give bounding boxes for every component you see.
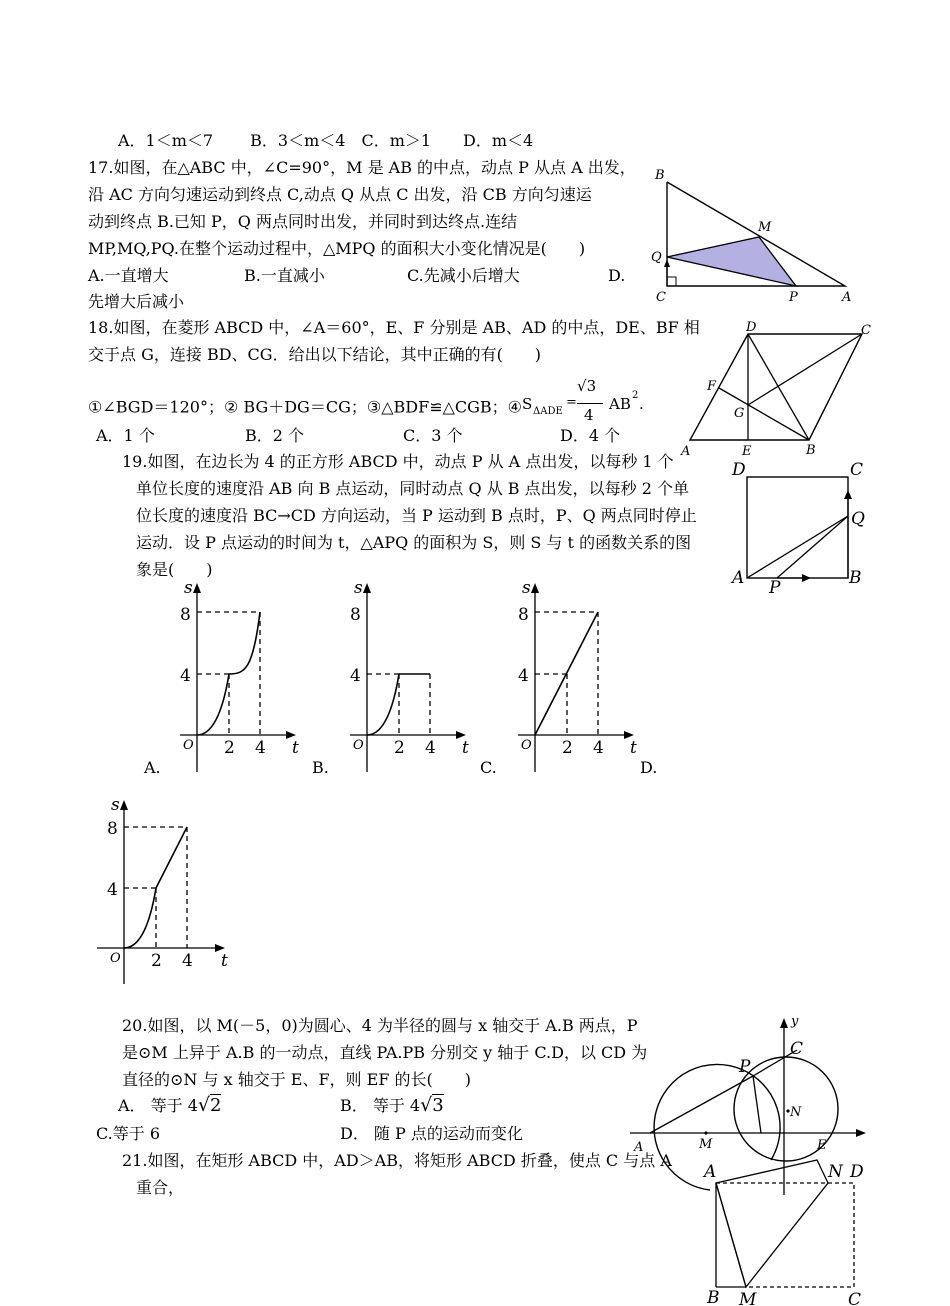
q17-line-3: 动到终点 B.已知 P，Q 两点同时出发，并同时到达终点.连结	[88, 212, 518, 231]
q21-rectangle-figure	[700, 1155, 880, 1306]
q20-option-d: D． 随 P 点的运动而变化	[340, 1124, 523, 1143]
q17-line-4: MP,MQ,PQ.在整个运动过程中，△MPQ 的面积大小变化情况是( )	[88, 239, 586, 258]
tick-4: 4	[107, 880, 118, 900]
q20-line-1: 20.如图，以 M(－5，0)为圆心、4 为半径的圆与 x 轴交于 A.B 两点，P	[122, 1016, 638, 1035]
label-a: A	[634, 1140, 644, 1155]
tick-8: 8	[518, 605, 529, 625]
origin: O	[110, 951, 121, 966]
tick-x4: 4	[182, 951, 193, 971]
q18-line-1: 18.如图，在菱形 ABCD 中，∠A＝60°，E、F 分别是 AB、AD 的中点，DE、BF 相	[88, 318, 700, 337]
q17-option-d: D.	[608, 266, 626, 285]
q19-line-5: 象是( )	[136, 560, 213, 579]
axis-s: s	[111, 795, 120, 815]
q19-line-3: 位长度的速度沿 BC→CD 方向运动，当 P 运动到 B 点时，P、Q 两点同时停止	[136, 506, 697, 525]
label-d: D	[746, 320, 757, 335]
tick-4: 4	[350, 666, 361, 686]
tick-8: 8	[350, 605, 361, 625]
q21-line-2: 重合，	[136, 1178, 185, 1197]
tick-4: 4	[518, 666, 529, 686]
label-c: C	[861, 323, 871, 338]
q20-option-c: C.等于 6	[96, 1124, 161, 1143]
label-m: M	[699, 1137, 713, 1152]
tick-x4: 4	[425, 738, 436, 758]
label-d: D	[732, 460, 746, 480]
label-b: B	[707, 1288, 720, 1306]
axis-t: t	[462, 738, 469, 758]
axis-s: s	[184, 578, 193, 598]
folded-flap	[716, 1160, 828, 1287]
axis-t: t	[292, 738, 299, 758]
label-q: Q	[851, 509, 865, 529]
right-angle-mark	[667, 277, 676, 286]
q20-option-a: A． 等于 4√2	[118, 1094, 222, 1116]
q18-option-a: A．1 个	[96, 426, 155, 445]
label-c: C	[848, 1290, 862, 1306]
label-n: N	[828, 1162, 843, 1182]
axis-s: s	[522, 578, 531, 598]
label-f: F	[707, 379, 717, 394]
origin: O	[183, 738, 194, 753]
q17-option-c: C.先减小后增大	[407, 266, 520, 285]
q19-line-1: 19.如图，在边长为 4 的正方形 ABCD 中，动点 P 从 A 点出发，以每秒 1 个	[122, 452, 674, 471]
tick-x2: 2	[151, 951, 162, 971]
q20-option-b: B． 等于 4√3	[340, 1094, 444, 1116]
label-a: A	[732, 568, 745, 588]
q19-square-figure	[725, 458, 875, 598]
q18-line-2: 交于点 G，连接 BD、CG．给出以下结论，其中正确的有( )	[88, 345, 542, 364]
label-n: N	[790, 1105, 802, 1120]
choice-d: D.	[640, 758, 658, 777]
area-formula: S ΔADE = √3 4 AB 2 .	[522, 377, 644, 424]
label-y: y	[791, 1014, 799, 1029]
q17-line-1: 17.如图，在△ABC 中，∠C=90°，M 是 AB 的中点，动点 P 从点 A 出发，	[88, 158, 636, 177]
q21-line-1: 21.如图，在矩形 ABCD 中，AD＞AB，将矩形 ABCD 折叠，使点 C 与点 A	[122, 1151, 672, 1170]
label-c: C	[656, 290, 666, 305]
graph-d	[97, 794, 237, 994]
q18-rhombus-figure	[670, 318, 890, 463]
graph-a	[170, 577, 310, 777]
q18-option-b: B．2 个	[245, 426, 305, 445]
tick-x4: 4	[255, 738, 266, 758]
label-b: B	[655, 168, 665, 183]
q20-line-3: 直径的⊙N 与 x 轴交于 E、F，则 EF 的长( )	[122, 1070, 471, 1089]
label-p: P	[739, 1057, 751, 1077]
q19-line-2: 单位长度的速度沿 AB 向 B 点运动，同时动点 Q 从 B 点出发，以每秒 2 个单	[136, 479, 689, 498]
q17-option-b: B.一直减小	[244, 266, 325, 285]
axis-t: t	[630, 738, 637, 758]
q16-options: A．1＜m＜7 B．3＜m＜4 C．m＞1 D．m＜4	[118, 131, 534, 150]
label-g: G	[734, 406, 745, 421]
mpq-shaded-triangle	[667, 237, 796, 286]
q17-line-2: 沿 AC 方向匀速运动到终点 C,动点 Q 从点 C 出发，沿 CB 方向匀速运	[88, 185, 592, 204]
choice-c: C.	[480, 758, 497, 777]
graph-b	[340, 577, 480, 777]
tick-8: 8	[107, 819, 118, 839]
q18-conclusions: ①∠BGD＝120°；② BG＋DG＝CG；③△BDF≌△CGB；④ S ΔADE = √3 4 AB 2 .	[88, 386, 662, 430]
choice-b: B.	[312, 758, 329, 777]
label-p: P	[769, 578, 781, 598]
label-e: E	[742, 444, 752, 459]
label-a: A	[842, 290, 852, 305]
q17-option-d-text: 先增大后减小	[88, 292, 185, 311]
square-abcd	[747, 477, 848, 578]
label-q: Q	[651, 250, 662, 265]
label-p: P	[789, 290, 798, 305]
choice-a: A.	[144, 758, 161, 777]
tick-x4: 4	[593, 738, 604, 758]
q19-line-4: 运动．设 P 点运动的时间为 t，△APQ 的面积为 S，则 S 与 t 的函数关系的图	[136, 533, 692, 552]
label-c: C	[850, 460, 864, 480]
label-a: A	[681, 444, 691, 459]
q20-line-2: 是⊙M 上异于 A.B 的一动点，直线 PA.PB 分别交 y 轴于 C.D，以 CD 为	[122, 1043, 648, 1062]
label-b: B	[849, 568, 862, 588]
label-m: M	[739, 1290, 757, 1306]
graph-c	[508, 577, 648, 777]
label-a: A	[704, 1162, 717, 1182]
label-m: M	[758, 220, 772, 235]
label-e: E	[817, 1138, 827, 1153]
label-b: B	[806, 443, 816, 458]
q18-option-d: D．4 个	[560, 426, 621, 445]
origin: O	[521, 738, 532, 753]
origin: O	[353, 738, 364, 753]
tick-x2: 2	[562, 738, 573, 758]
q18-option-c: C．3 个	[403, 426, 463, 445]
axis-s: s	[354, 578, 363, 598]
q17-triangle-figure	[640, 160, 870, 310]
tick-8: 8	[180, 605, 191, 625]
axis-t: t	[221, 951, 228, 971]
tick-x2: 2	[224, 738, 235, 758]
tick-4: 4	[180, 666, 191, 686]
label-c: C	[790, 1039, 804, 1059]
tick-x2: 2	[394, 738, 405, 758]
q17-option-a: A.一直增大	[88, 266, 169, 285]
label-d: D	[850, 1162, 864, 1182]
